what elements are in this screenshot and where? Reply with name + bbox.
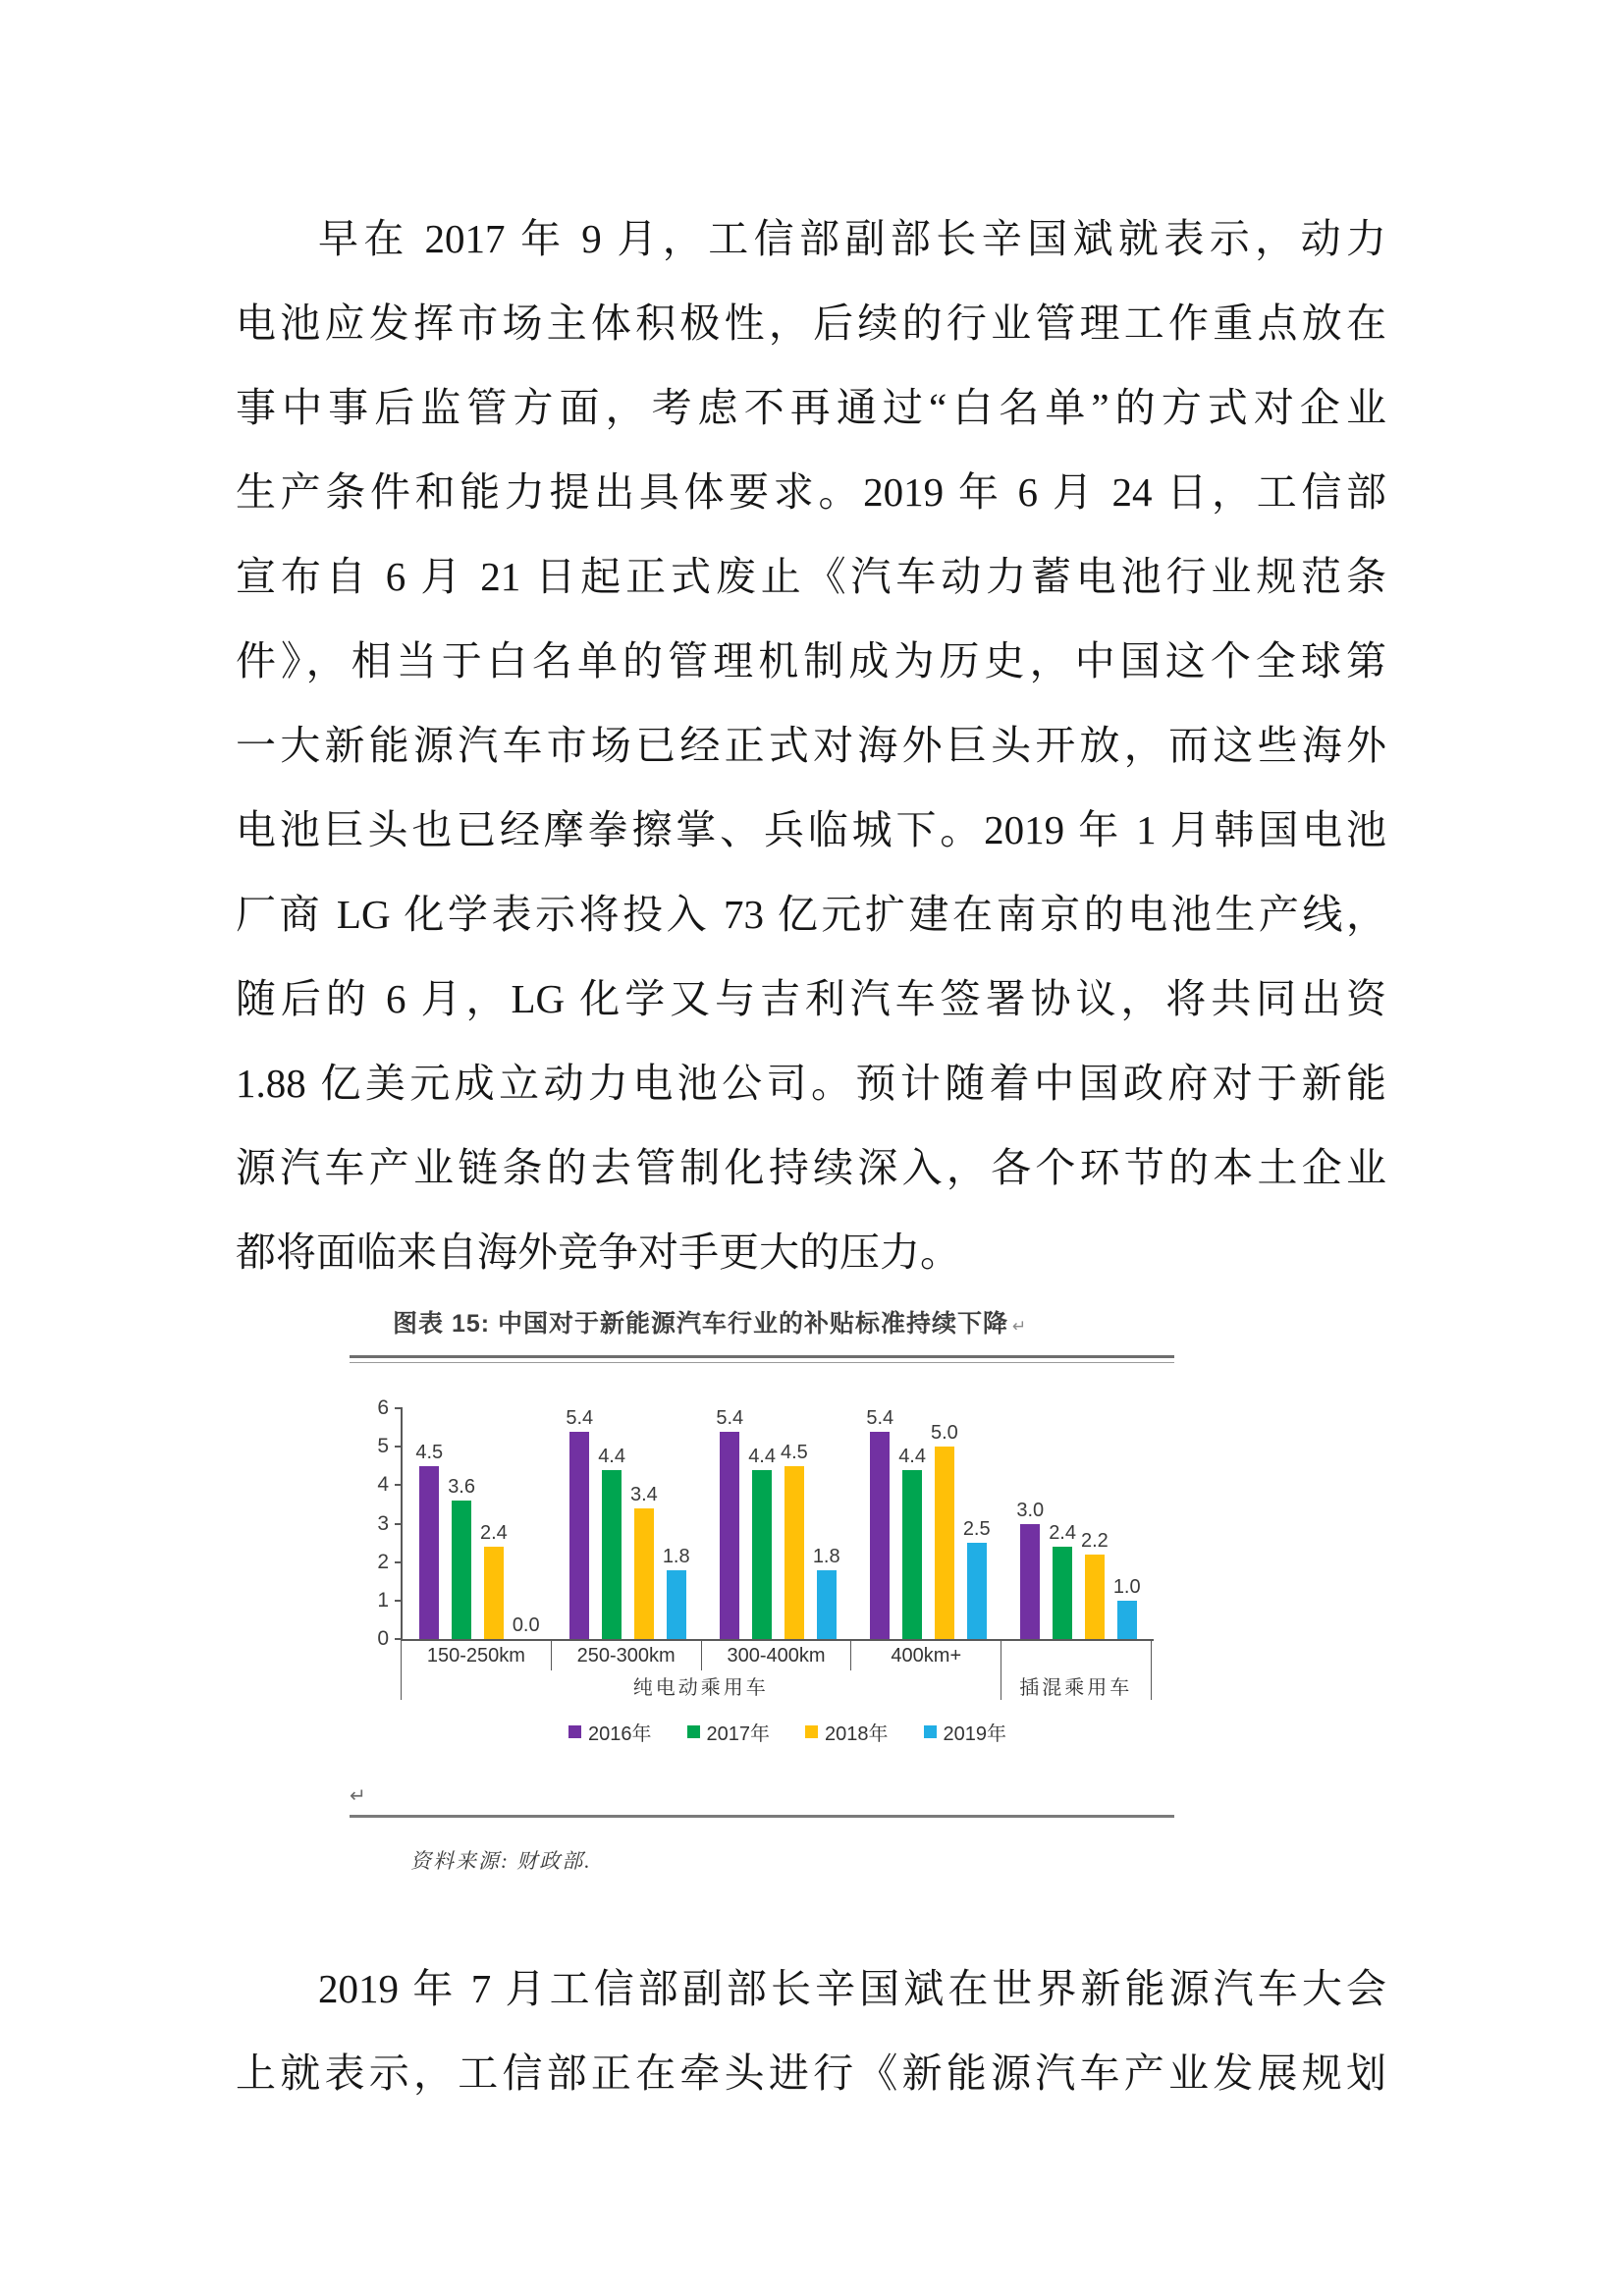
bar: [569, 1432, 589, 1640]
bar: [935, 1447, 954, 1639]
bar-wrap: [866, 1408, 893, 1639]
bar-value-label: 3.0: [1016, 1499, 1045, 1521]
bar-wrap: [1081, 1408, 1109, 1639]
bar-value-label: 4.5: [415, 1441, 444, 1463]
text-line: 生产条件和能力提出具体要求。2019 年 6 月 24 日，工信部: [236, 469, 1386, 515]
bar-wrap: [898, 1408, 926, 1639]
legend-label: 2019年: [943, 1723, 1006, 1745]
x-axis: [401, 1641, 1152, 1700]
body-paragraph-1: [236, 196, 1386, 1294]
bar-wrap: [716, 1408, 743, 1639]
legend-label: 2016年: [588, 1723, 652, 1745]
bar-wrap: [748, 1408, 776, 1639]
bar-value-label: 5.0: [931, 1422, 958, 1445]
bar-value-label: 2.4: [1049, 1522, 1076, 1544]
bar-value-label: 5.4: [866, 1406, 894, 1429]
figure-source: 资料来源: 财政部.: [410, 1849, 592, 1873]
bar-value-label: 1.0: [1112, 1575, 1141, 1598]
legend-label: 2018年: [825, 1723, 889, 1745]
y-tick-label: 3: [377, 1511, 389, 1535]
text-line: 早在 2017 年 9 月，工信部副部长辛国斌就表示，动力: [318, 216, 1386, 261]
bar: [902, 1470, 922, 1639]
text-line: 厂商 LG 化学表示将投入 73 亿元扩建在南京的电池生产线，: [236, 892, 1386, 937]
bar-value-label: 4.4: [748, 1445, 776, 1467]
legend-item: [924, 1718, 1007, 1746]
y-tick-label: 1: [377, 1588, 389, 1612]
y-tick-mark: [395, 1484, 403, 1486]
bar: [1117, 1601, 1137, 1639]
y-tick-mark: [395, 1407, 403, 1409]
figure-bottom-rule: [350, 1815, 1174, 1818]
legend-item: [568, 1718, 652, 1746]
return-mark-icon: ↵: [1012, 1317, 1028, 1336]
category-label: 400km+: [851, 1641, 1001, 1670]
bar-wrap: [1113, 1408, 1141, 1639]
text-line: 上就表示，工信部正在牵头进行《新能源汽车产业发展规划: [236, 2050, 1386, 2096]
bar: [484, 1547, 504, 1639]
text-line: 电池巨头也已经摩拳擦掌、兵临城下。2019 年 1 月韩国电池: [236, 807, 1386, 852]
bar-chart: [350, 1396, 1174, 1650]
bar-value-label: 4.4: [898, 1445, 926, 1467]
paragraph-return-mark-icon: ↵: [350, 1785, 366, 1807]
bar-group: [553, 1408, 703, 1639]
bar: [1020, 1524, 1040, 1640]
bar-group: [403, 1408, 553, 1639]
text-line: 一大新能源汽车市场已经正式对海外巨头开放，而这些海外: [236, 723, 1386, 768]
bar: [667, 1570, 686, 1640]
legend-item: [687, 1718, 771, 1746]
category-label: [1001, 1641, 1152, 1670]
bar-value-label: 1.8: [662, 1545, 690, 1567]
y-tick-label: 2: [377, 1550, 389, 1573]
text-line: 电池应发挥市场主体积极性，后续的行业管理工作重点放在: [236, 301, 1386, 346]
bar-value-label: 5.4: [716, 1406, 744, 1429]
figure-top-rule: [350, 1355, 1174, 1363]
bar-wrap: [1049, 1408, 1076, 1639]
text-line: 事中事后监管方面，考虑不再通过“白名单”的方式对企业: [236, 385, 1386, 430]
bar-wrap: [598, 1408, 625, 1639]
category-label: 150-250km: [402, 1641, 552, 1670]
category-axis-row: [401, 1641, 1152, 1670]
text-line: 随后的 6 月，LG 化学又与吉利汽车签署协议，将共同出资: [236, 976, 1386, 1021]
y-tick-mark: [395, 1523, 403, 1525]
group-label: 插混乘用车: [1001, 1670, 1152, 1700]
bar: [967, 1543, 987, 1639]
bar-wrap: [813, 1408, 840, 1639]
y-axis: [350, 1396, 401, 1650]
bar-value-label: 4.4: [598, 1445, 625, 1467]
y-tick-mark: [395, 1600, 403, 1602]
text-line: 宣布自 6 月 21 日起正式废止《汽车动力蓄电池行业规范条: [236, 554, 1386, 599]
y-tick-mark: [395, 1561, 403, 1563]
bar-wrap: [663, 1408, 690, 1639]
y-tick-mark: [395, 1446, 403, 1448]
group-axis-row: [401, 1670, 1152, 1700]
legend-label: 2017年: [706, 1723, 770, 1745]
bar: [452, 1501, 471, 1639]
bar-wrap: [415, 1408, 443, 1639]
bar-value-label: 2.4: [480, 1522, 508, 1544]
bar-value-label: 5.4: [566, 1406, 594, 1429]
bar-value-label: 2.5: [962, 1518, 991, 1541]
legend-swatch-icon: [687, 1725, 700, 1738]
figure-title-text: 图表 15: 中国对于新能源汽车行业的补贴标准持续下降: [393, 1310, 1009, 1338]
bar: [602, 1470, 622, 1639]
bar: [419, 1466, 439, 1639]
category-label: 300-400km: [702, 1641, 852, 1670]
bar-value-label: 0.0: [512, 1614, 540, 1636]
bar-wrap: [931, 1408, 958, 1639]
bar-wrap: [566, 1408, 593, 1639]
legend-swatch-icon: [805, 1725, 818, 1738]
bar-group: [703, 1408, 853, 1639]
legend-item: [805, 1718, 889, 1746]
bar-wrap: [1016, 1408, 1044, 1639]
legend-swatch-icon: [568, 1725, 581, 1738]
bar: [817, 1570, 837, 1640]
bar-value-label: 1.8: [812, 1545, 840, 1567]
y-tick-mark: [395, 1638, 403, 1640]
bar-wrap: [630, 1408, 658, 1639]
bar: [1053, 1547, 1072, 1639]
text-line: 件》，相当于白名单的管理机制成为历史，中国这个全球第: [236, 638, 1386, 683]
plot-area: [401, 1408, 1154, 1641]
bar: [720, 1432, 739, 1640]
bar-wrap: [448, 1408, 475, 1639]
bar: [752, 1470, 772, 1639]
y-tick-label: 5: [377, 1435, 389, 1458]
bar-value-label: 3.6: [448, 1476, 475, 1498]
bar: [784, 1466, 804, 1639]
bar-wrap: [480, 1408, 508, 1639]
bar-value-label: 4.5: [781, 1441, 808, 1463]
y-tick-label: 4: [377, 1473, 389, 1497]
legend-swatch-icon: [924, 1725, 937, 1738]
figure: [350, 1308, 1174, 1875]
bar-wrap: [963, 1408, 991, 1639]
category-label: 250-300km: [552, 1641, 702, 1670]
text-line: 1.88 亿美元成立动力电池公司。预计随着中国政府对于新能: [236, 1061, 1386, 1106]
bar: [870, 1432, 890, 1640]
bar-value-label: 3.4: [630, 1483, 658, 1505]
bar: [1085, 1555, 1105, 1639]
text-line: 源汽车产业链条的去管制化持续深入，各个环节的本土企业: [236, 1145, 1386, 1190]
bar: [634, 1508, 654, 1639]
bar-value-label: 2.2: [1081, 1529, 1109, 1552]
text-line: 都将面临来自海外竞争对手更大的压力。: [236, 1230, 960, 1275]
group-label: 纯电动乘用车: [402, 1670, 1001, 1700]
bar-group: [853, 1408, 1003, 1639]
legend: [401, 1718, 1174, 1746]
y-tick-label: 0: [377, 1627, 389, 1650]
y-tick-label: 6: [377, 1396, 389, 1419]
bar-wrap: [513, 1408, 540, 1639]
bar-group: [1003, 1408, 1154, 1639]
figure-title: [350, 1308, 1174, 1343]
bar-wrap: [781, 1408, 808, 1639]
text-line: 2019 年 7 月工信部副部长辛国斌在世界新能源汽车大会: [318, 1966, 1386, 2011]
body-paragraph-2: [236, 1946, 1386, 2115]
